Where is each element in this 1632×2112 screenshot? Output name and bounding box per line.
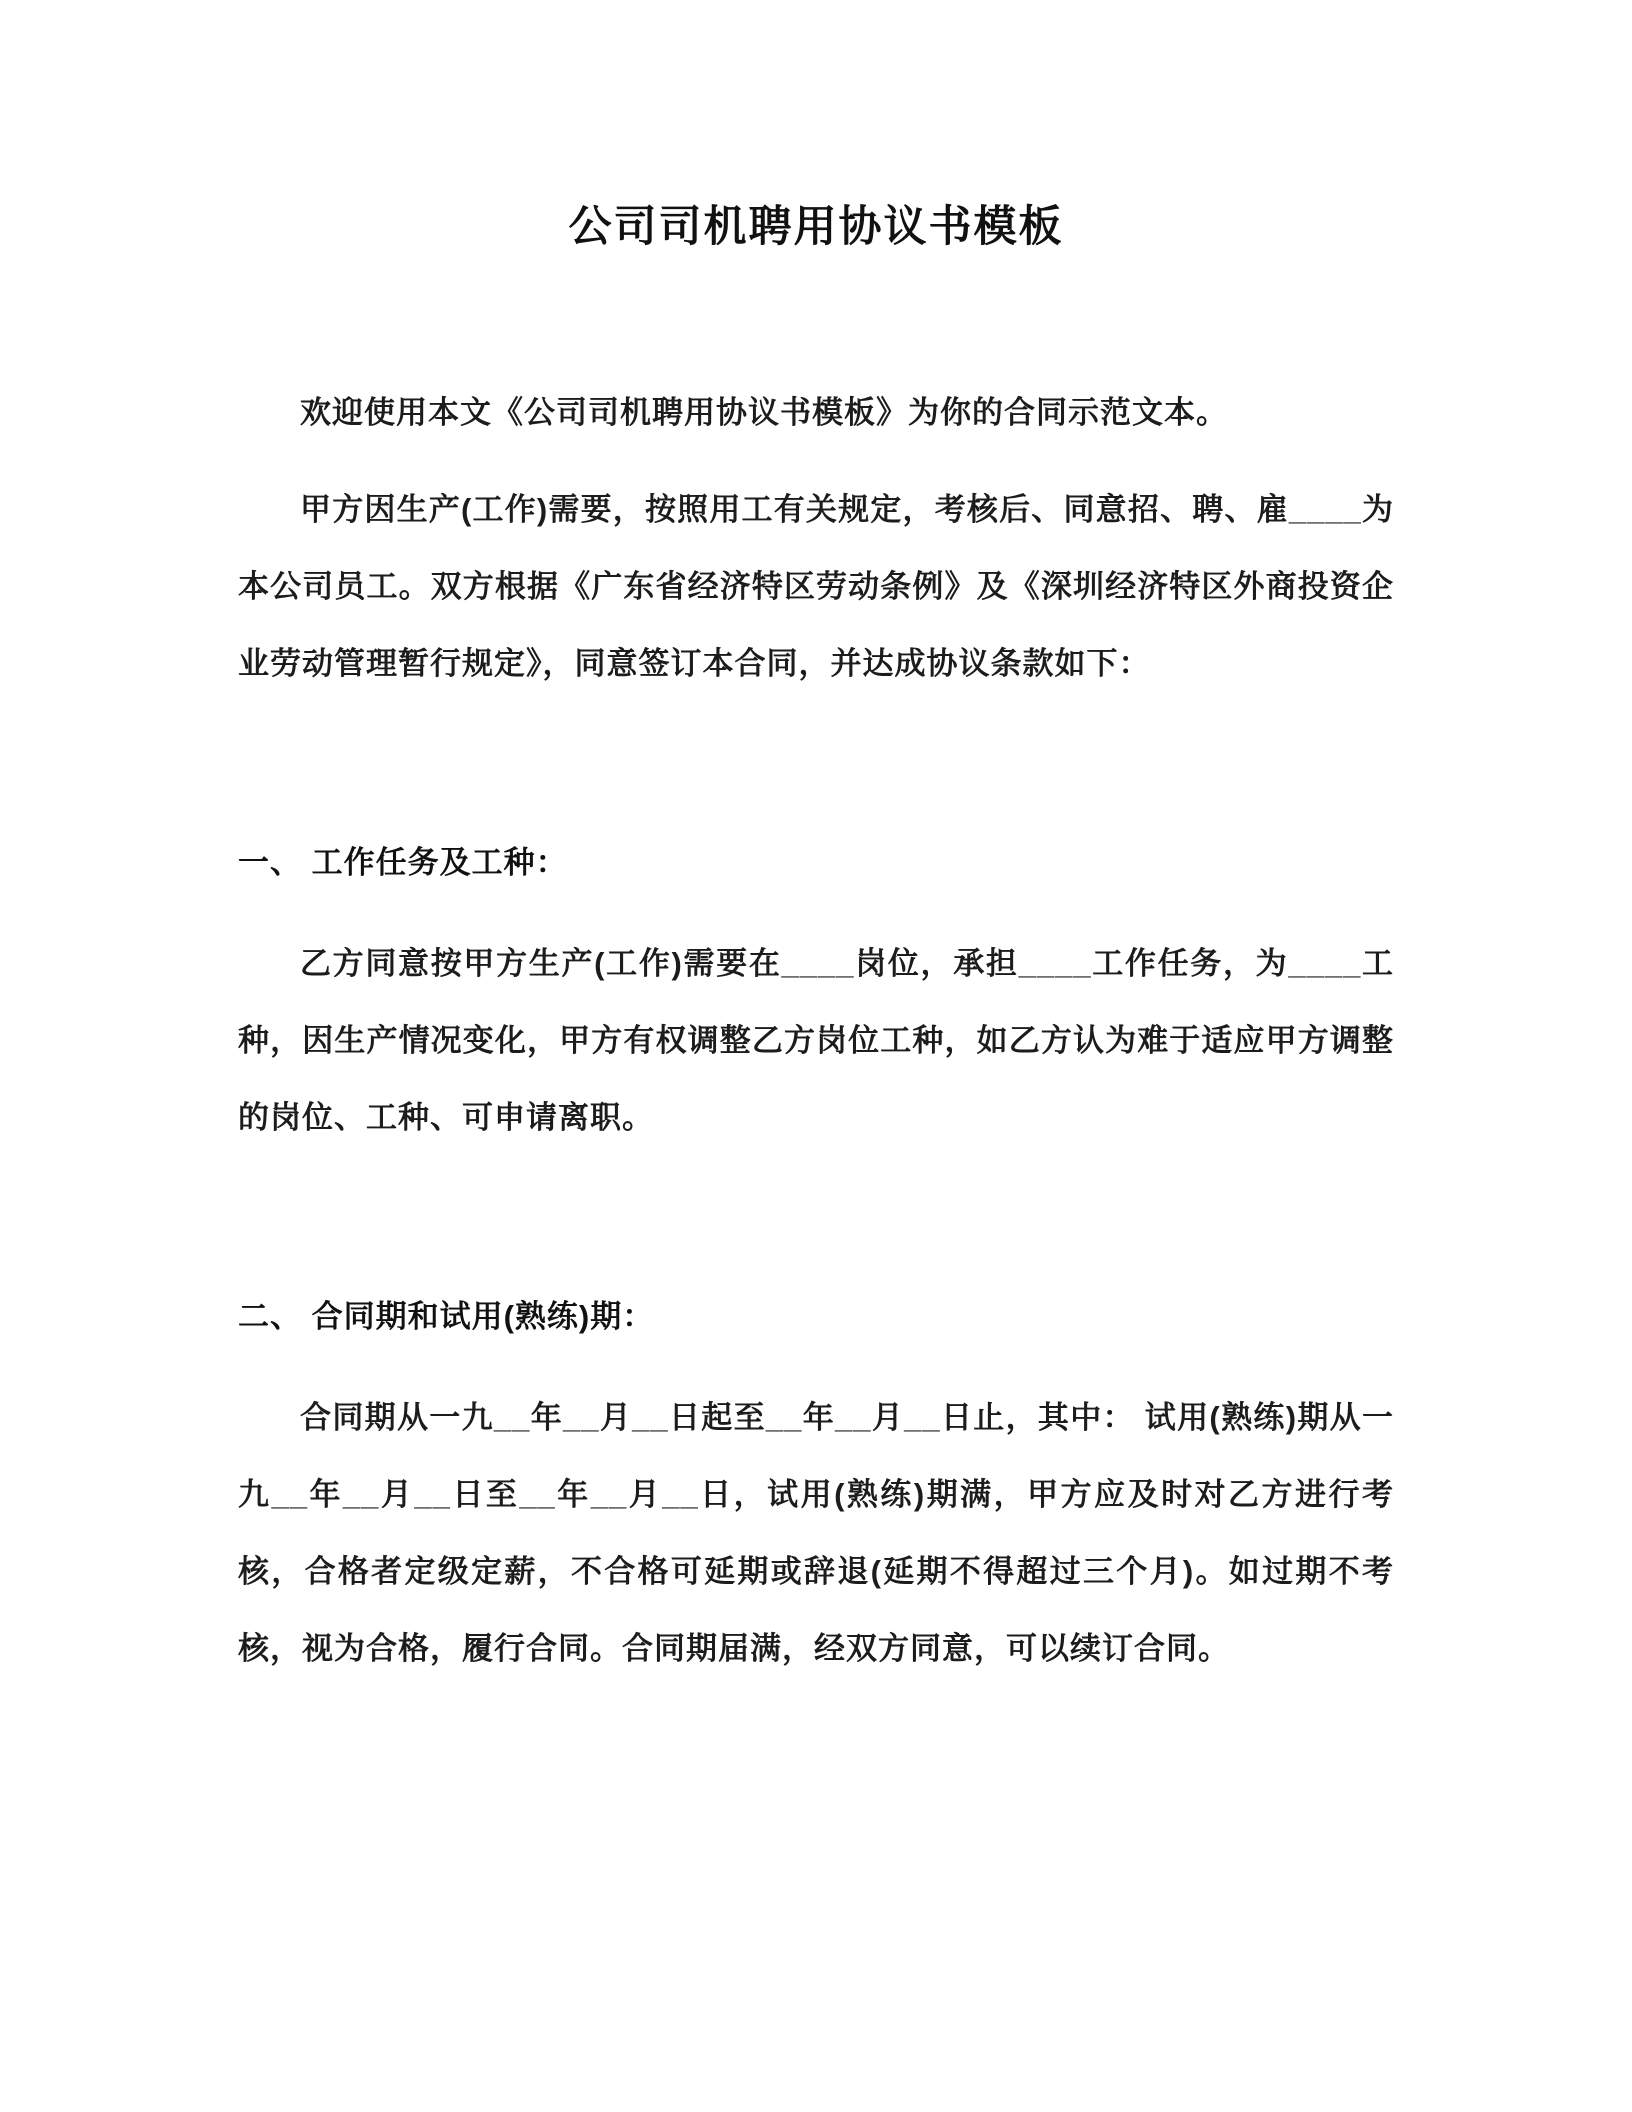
section-2-body: 合同期从一九__年__月__日起至__年__月__日止，其中： 试用(熟练)期从一九__年__月__日至__年__月__日，试用(熟练)期满，甲方应及时对乙方进行考核，合格者定级定薪，不合格可延期或辞退(延期不得超过三个月)。如过期不考核，视为合格，履行合同。合同期届满，经双方同意，可以续订合同。 — [238, 1399, 1394, 1666]
preamble-paragraph: 甲方因生产(工作)需要，按照用工有关规定，考核后、同意招、聘、雇____为本公司员工。双方根据《广东省经济特区劳动条例》及《深圳经济特区外商投资企业劳动管理暂行规定》，同意签订本合同，并达成协议条款如下： — [238, 491, 1394, 681]
section-2-heading: 二、 合同期和试用(熟练)期： — [238, 1298, 655, 1334]
document-title: 公司司机聘用协议书模板 — [568, 203, 1064, 251]
intro-paragraph: 欢迎使用本文《公司司机聘用协议书模板》为你的合同示范文本。 — [300, 394, 1228, 430]
section-1-heading: 一、 工作任务及工种： — [238, 844, 568, 880]
section-1-body: 乙方同意按甲方生产(工作)需要在____岗位，承担____工作任务，为____工种，因生产情况变化，甲方有权调整乙方岗位工种，如乙方认为难于适应甲方调整的岗位、工种、可申请离职。 — [238, 945, 1394, 1135]
